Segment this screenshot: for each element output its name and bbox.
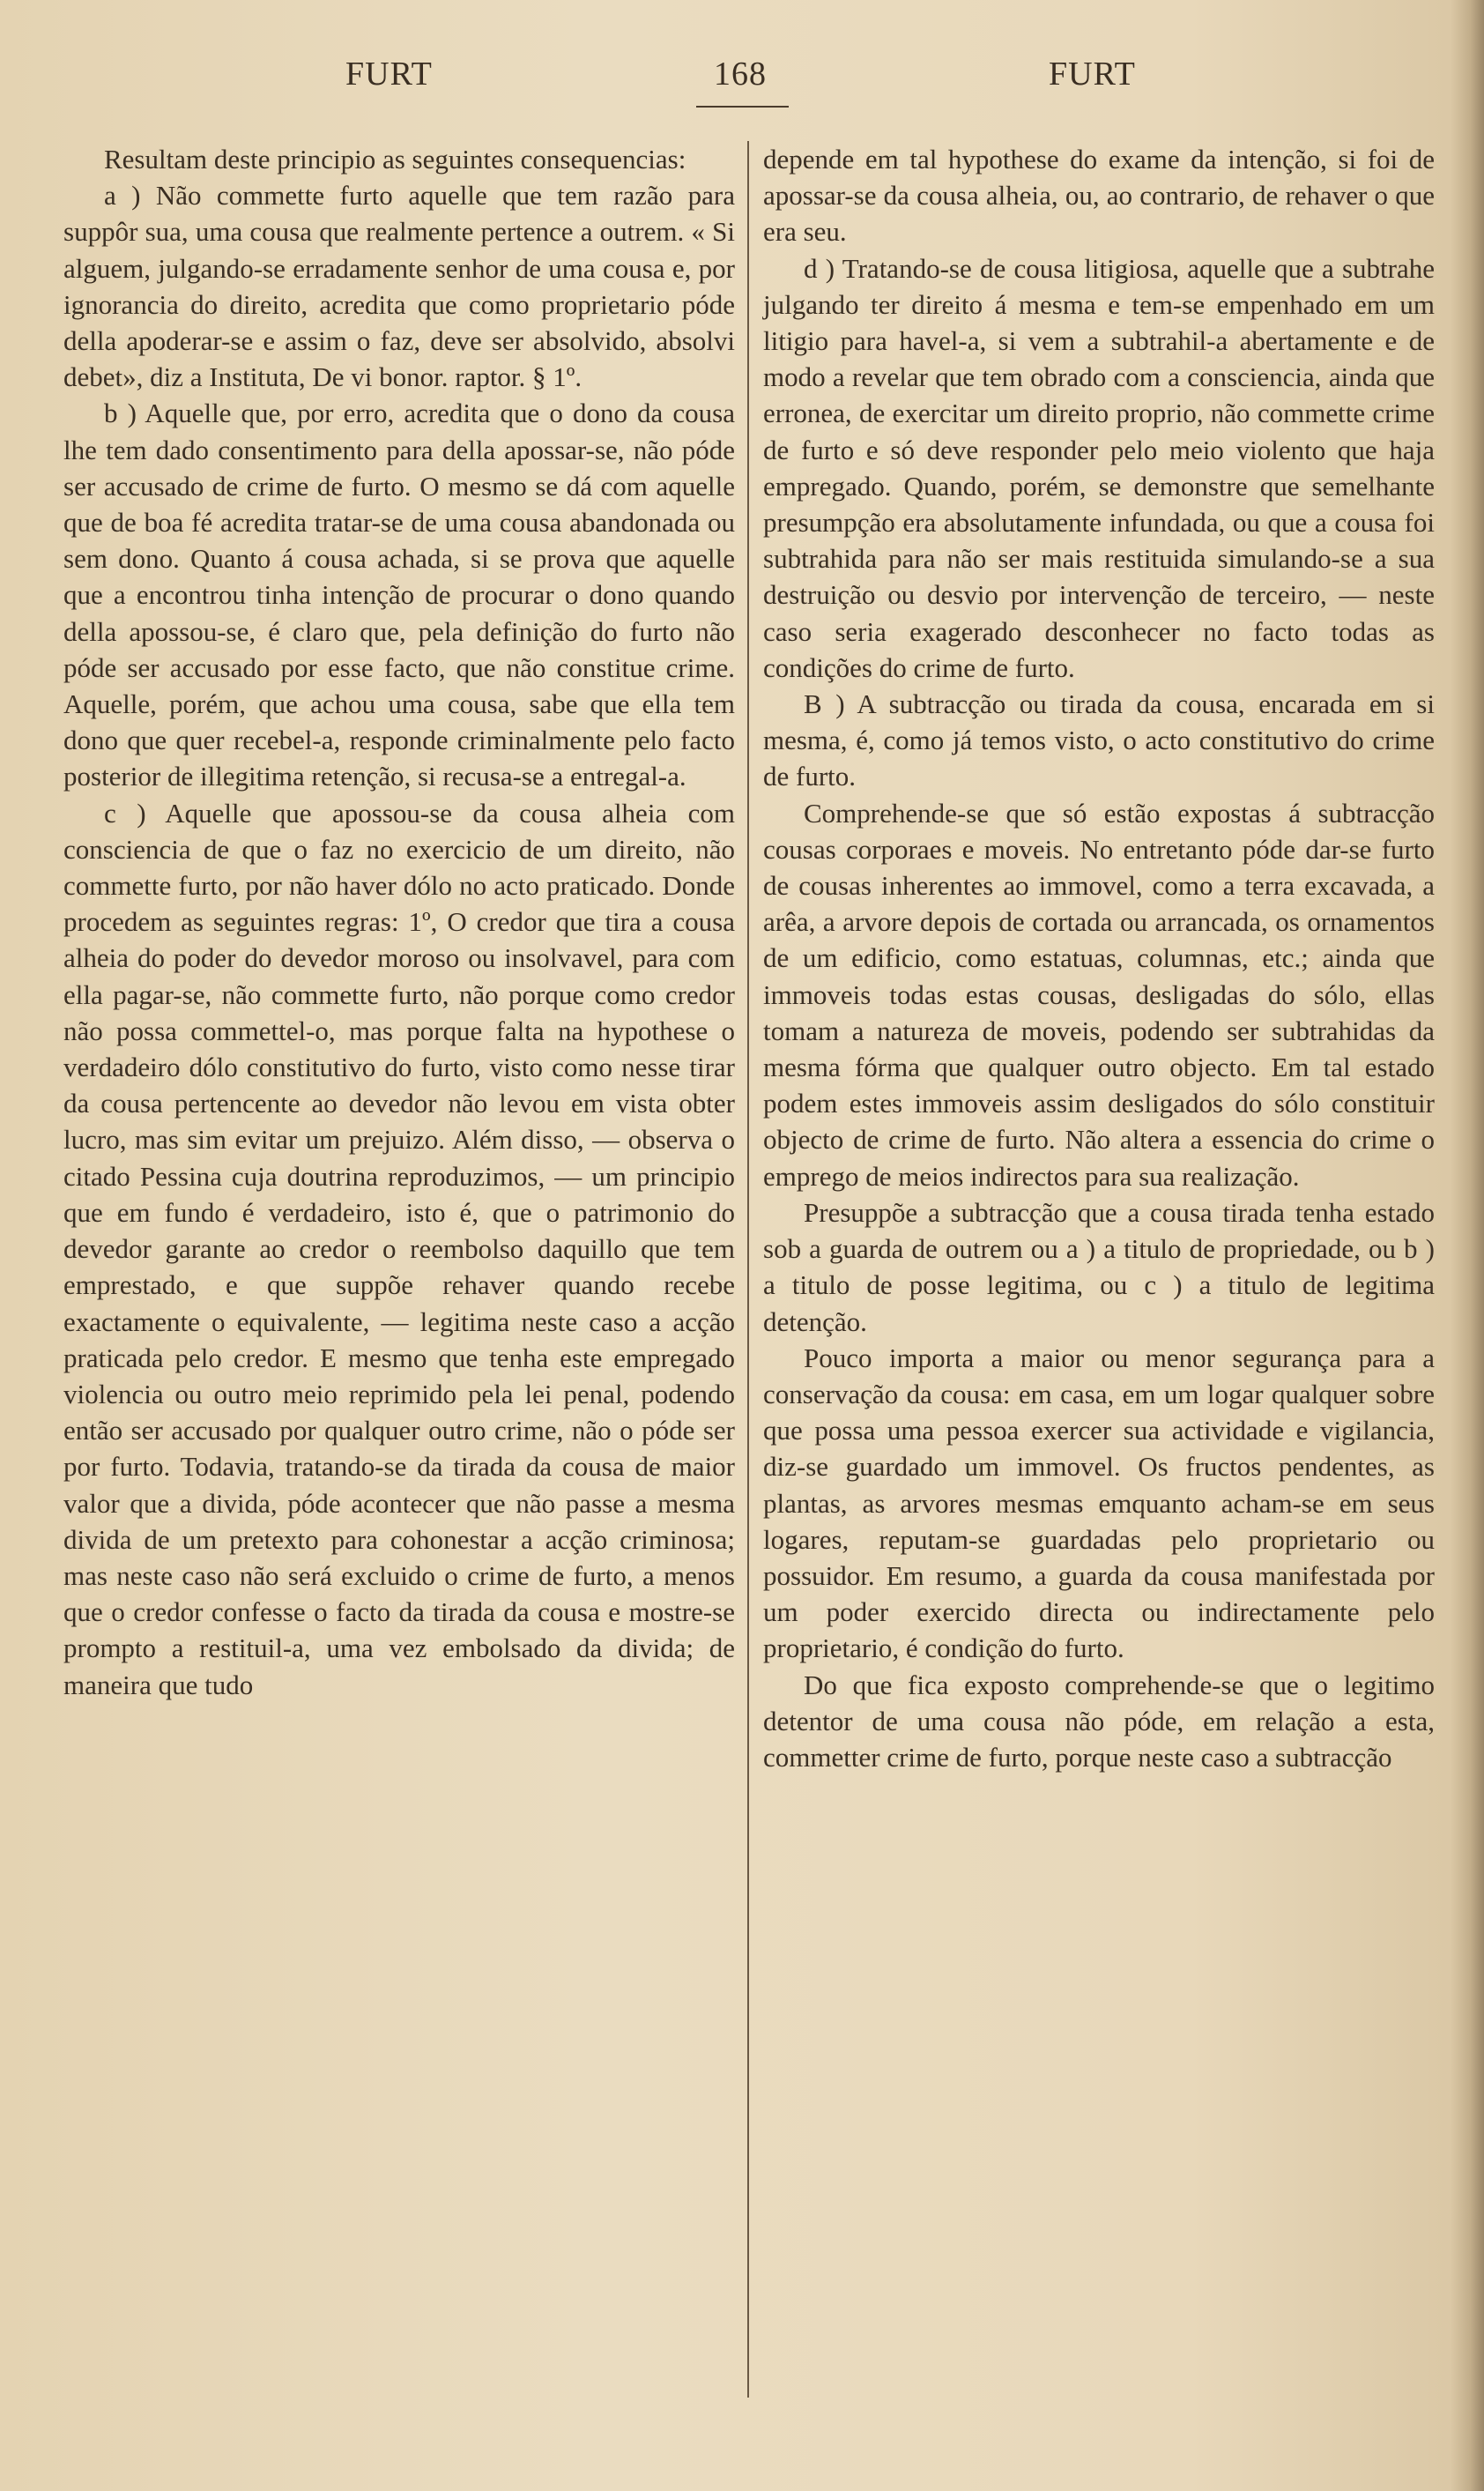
paragraph: Do que fica exposto comprehende-se que o legitimo detentor de uma cousa não póde, em relação a esta, commetter crime de furto, porque neste caso a subtracção bbox=[763, 1669, 1435, 1773]
paragraph: Comprehende-se que só estão expostas á subtracção cousas corporaes e moveis. No entretanto póde dar-se furto de cousas inherentes ao immovel, como a terra excavada, a arêa, a arvore depois de cortada ou arrancada, os ornamentos de um edificio, como estatuas, columnas, etc.; ainda que immoveis todas estas cousas, desligadas do sólo, ellas tomam a natureza de moveis, podendo ser subtrahidas da mesma fórma que qualquer outro objecto. Em tal estado podem estes immoveis assim desligados do sólo constituir objecto de crime de furto. Não altera a essencia do crime o emprego de meios indirectos para sua realização. bbox=[763, 797, 1435, 1192]
column-divider bbox=[747, 141, 749, 2398]
header-left-word: FURT bbox=[345, 56, 433, 93]
header-right-word: FURT bbox=[1049, 56, 1136, 93]
paragraph: Resultam deste principio as seguintes consequencias: bbox=[104, 144, 686, 175]
paragraph: a ) Não commette furto aquelle que tem razão para suppôr sua, uma cousa que realmente pertence a outrem. « Si alguem, julgando-se erradamente senhor de uma cousa e, por ignorancia do direito, acredita que como proprietario póde della apoderar-se e assim o faz, deve ser absolvido, absolvi debet», diz a Instituta, De vi bonor. raptor. § 1º. bbox=[63, 180, 735, 393]
paragraph: c ) Aquelle que apossou-se da cousa alheia com consciencia de que o faz no exercicio de um direito, não commette furto, por não haver dólo no acto praticado. Donde procedem as seguintes regras: 1º, O credor que tira a cousa alheia do poder do devedor moroso ou insolvavel, para com ella pagar-se, não commette furto, não porque como credor não possa commettel-o, mas porque falta na hypothese o verdadeiro dólo constitutivo do furto, visto como nesse tirar da cousa pertencente ao devedor não levou em vista obter lucro, mas sim evitar um prejuizo. Além disso, — observa o citado Pessina cuja doutrina reproduzimos, — um principio que em fundo é verdadeiro, isto é, que o patrimonio do devedor garante ao credor o reembolso daquillo que tem emprestado, e que suppõe rehaver quando recebe exactamente o equivalente, — legitima neste caso a acção praticada pelo credor. E mesmo que tenha este empregado violencia ou outro meio reprimido pela lei penal, podendo então ser accusado por qualquer outro crime, não o póde ser por furto. Todavia, tratando-se da tirada da cousa de maior valor que a divida, póde acontecer que não passe a mesma divida de um pretexto para cohonestar a acção criminosa; mas neste caso não será excluido o crime de furto, a menos que o credor confesse o facto da tirada da cousa e mostre-se prompto a restituil-a, uma vez embolsado da divida; de maneira que tudo bbox=[63, 797, 735, 1700]
paragraph: Pouco importa a maior ou menor segurança para a conservação da cousa: em casa, em um logar qualquer sobre que possa uma pessoa exercer sua actividade e vigilancia, diz-se guardado um immovel. Os fructos pendentes, as plantas, as arvores mesmas emquanto acham-se em seus logares, reputam-se guardadas pelo proprietario ou possuidor. Em resumo, a guarda da cousa manifestada por um poder exercido directa ou indirectamente pelo proprietario, é condição do furto. bbox=[763, 1342, 1435, 1664]
page-edge-shadow bbox=[1451, 0, 1484, 2491]
paragraph: d ) Tratando-se de cousa litigiosa, aquelle que a subtrahe julgando ter direito á mesma e tem-se empenhado em um litigio para havel-a, si vem a subtrahil-a abertamente e de modo a revelar que tem obrado com a consciencia, ainda que erronea, de exercitar um direito proprio, não commette crime de furto e só deve responder pelo meio violento que haja empregado. Quando, porém, se demonstre que semelhante presumpção era absolutamente infundada, ou que a cousa foi subtrahida para não ser mais restituida simulando-se a sua destruição ou desvio por intervenção de terceiro, — neste caso seria exagerado desconhecer no facto todas as condições do crime de furto. bbox=[763, 252, 1435, 683]
paragraph: B ) A subtracção ou tirada da cousa, encarada em si mesma, é, como já temos visto, o acto constitutivo do crime de furto. bbox=[763, 688, 1435, 792]
right-column bbox=[763, 141, 1435, 1775]
page-number-rule bbox=[696, 106, 789, 108]
page-number: 168 bbox=[714, 56, 767, 93]
paragraph: Presuppõe a subtracção que a cousa tirada tenha estado sob a guarda de outrem ou a ) a titulo de propriedade, ou b ) a titulo de posse legitima, ou c ) a titulo de legitima detenção. bbox=[763, 1196, 1435, 1337]
paragraph: b ) Aquelle que, por erro, acredita que o dono da cousa lhe tem dado consentimento para della apossar-se, não póde ser accusado de crime de furto. O mesmo se dá com aquelle que de boa fé acredita tratar-se de uma cousa abandonada ou sem dono. Quanto á cousa achada, si se prova que aquelle que a encontrou tinha intenção de procurar o dono quando della apossou-se, é claro que, pela definição do furto não póde ser accusado por esse facto, que não constitue crime. Aquelle, porém, que achou uma cousa, sabe que ella tem dono que quer recebel-a, responde criminalmente pelo facto posterior de illegitima retenção, si recusa-se a entregal-a. bbox=[63, 398, 735, 792]
running-header bbox=[0, 55, 1484, 108]
left-column bbox=[63, 141, 735, 1703]
paragraph: depende em tal hypothese do exame da intenção, si foi de apossar-se da cousa alheia, ou, ao contrario, de rehaver o que era seu. bbox=[763, 144, 1435, 248]
